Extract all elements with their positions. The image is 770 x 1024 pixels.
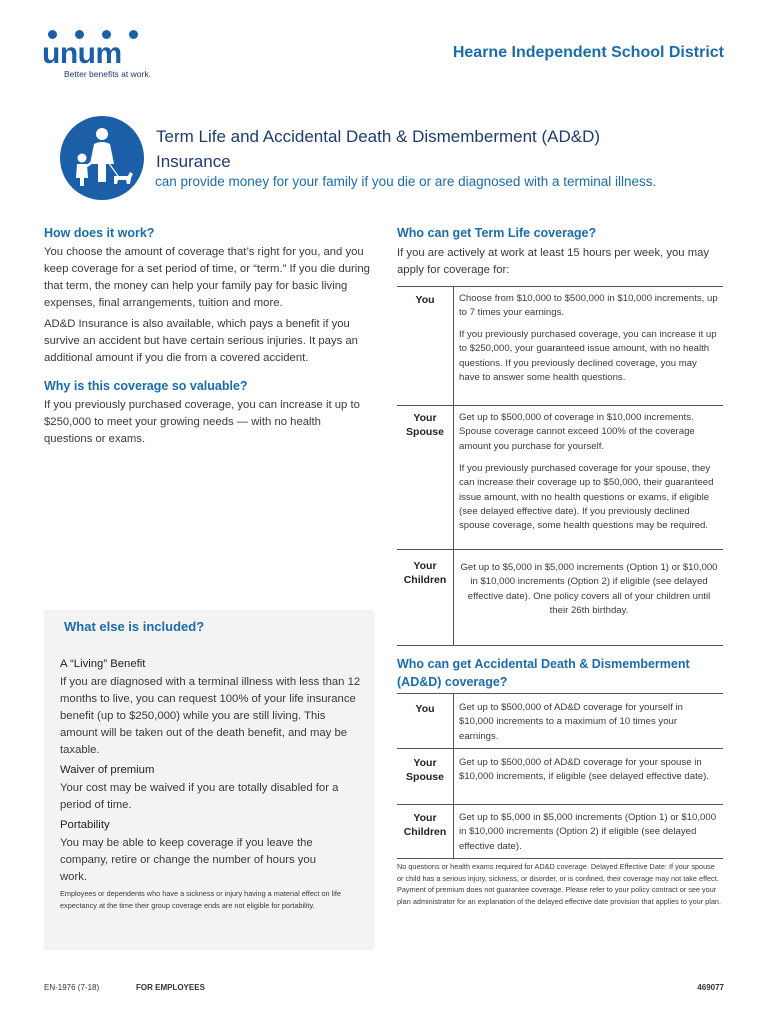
how-paragraph-2: AD&D Insurance is also available, which pays a benefit if you survive an accident but have certain serious injuries. It pays an additional amount if you die from a covered accident.	[44, 318, 358, 364]
logo-tagline: Better benefits at work.	[64, 69, 151, 79]
add-row-label-spouse: Your Spouse	[406, 757, 444, 783]
add-note: No questions or health exams required for AD&D coverage. Delayed Effective Date: If your spouse or child has a serious injury, sickness, or disorder, or is confined, their coverage may not take effect. Payment of premium does not guarantee coverage. Please refer to your policy contract or see your plan administrator for an explanation of the delayed effective date provision that applies to your plan.	[397, 862, 721, 906]
add-you-text: Get up to $500,000 of AD&D coverage for yourself in $10,000 increments to a maximum of 10 times your earnings.	[459, 702, 683, 742]
add-row-label-children: Your Children	[403, 812, 447, 838]
term-intro: If you are actively at work at least 15 hours per week, you may apply for coverage for:	[397, 247, 710, 276]
term-spouse-text-1: Get up to $500,000 of coverage in $10,000 increments. Spouse coverage cannot exceed 100% of the coverage amount you purchase for yourself.	[459, 412, 695, 452]
footer-number: 469077	[697, 983, 724, 992]
portability-heading: Portability	[60, 819, 110, 831]
footer-audience: FOR EMPLOYEES	[136, 983, 205, 992]
living-benefit-paragraph: If you are diagnosed with a terminal illness with less than 12 months to live, you can request 100% of your life insurance benefit (up to $250,000) while you are still living. This amount will be taken out of the death benefit, and may be taxable.	[60, 676, 361, 756]
how-heading: How does it work?	[44, 226, 155, 240]
add-table	[397, 693, 723, 859]
term-row-label-you: You	[415, 294, 435, 306]
included-heading: What else is included?	[64, 619, 205, 634]
waiver-heading: Waiver of premium	[60, 764, 155, 776]
why-paragraph: If you previously purchased coverage, you can increase it up to $250,000 to meet your growing needs — with no health questions or exams.	[44, 399, 360, 445]
term-life-table	[397, 286, 723, 646]
term-children-text: Get up to $5,000 in $5,000 increments (Option 1) or $10,000 in $10,000 increments (Option 2) if eligible (see delayed effective date). One policy covers all of your children until their 26th birthday.	[460, 562, 718, 616]
why-heading: Why is this coverage so valuable?	[44, 379, 248, 393]
family-icon	[60, 116, 144, 200]
waiver-paragraph: Your cost may be waived if you are totally disabled for a period of time.	[60, 782, 339, 811]
term-row-label-children: Your Children	[403, 560, 447, 586]
footer-code: EN-1976 (7-18)	[44, 983, 100, 992]
page-title: Term Life and Accidental Death & Dismemberment (AD&D) Insurance	[156, 127, 601, 171]
term-row-label-spouse: Your Spouse	[406, 412, 444, 438]
add-heading: Who can get Accidental Death & Dismemberment (AD&D) coverage?	[397, 657, 690, 689]
add-spouse-text: Get up to $500,000 of AD&D coverage for your spouse in $10,000 increments, if eligible (see delayed effective date).	[459, 757, 709, 783]
term-you-text-1: Choose from $10,000 to $500,000 in $10,000 increments, up to 7 times your earnings.	[459, 293, 718, 319]
how-paragraph-1: You choose the amount of coverage that’s right for you, and you keep coverage for a set period of time, or “term.” If you die during that term, the money can help your family pay for basic living expenses, final arrangements, tuition and more.	[44, 246, 370, 309]
term-heading: Who can get Term Life coverage?	[397, 226, 597, 240]
district-name: Hearne Independent School District	[452, 44, 724, 61]
add-row-label-you: You	[415, 703, 435, 715]
add-children-text: Get up to $5,000 in $5,000 increments (Option 1) or $10,000 in $10,000 increments (Option 2) if eligible (see delayed effective date).	[459, 812, 717, 852]
term-spouse-text-2: If you previously purchased coverage for your spouse, they can increase their coverage up to $50,000, their guaranteed issue amount, with no health questions or exams, if eligible (see delayed effective date). If you previously declined spouse coverage, some health questions may be required.	[459, 463, 714, 532]
page-subtitle: can provide money for your family if you die or are diagnosed with a terminal illness.	[155, 174, 657, 189]
portability-note: Employees or dependents who have a sickness or injury having a material effect on life expectancy at the time their group coverage ends are not eligible for portability.	[60, 889, 341, 910]
living-benefit-heading: A “Living” Benefit	[60, 658, 146, 670]
term-you-text-2: If you previously purchased coverage, you can increase it up to $250,000, your guaranteed issue amount, with no health questions. If you previously declined coverage, you may have to answer some health questions.	[459, 329, 717, 383]
unum-logo: unum	[42, 37, 122, 70]
portability-paragraph: You may be able to keep coverage if you leave the company, retire or change the number of hours you work.	[60, 837, 316, 883]
